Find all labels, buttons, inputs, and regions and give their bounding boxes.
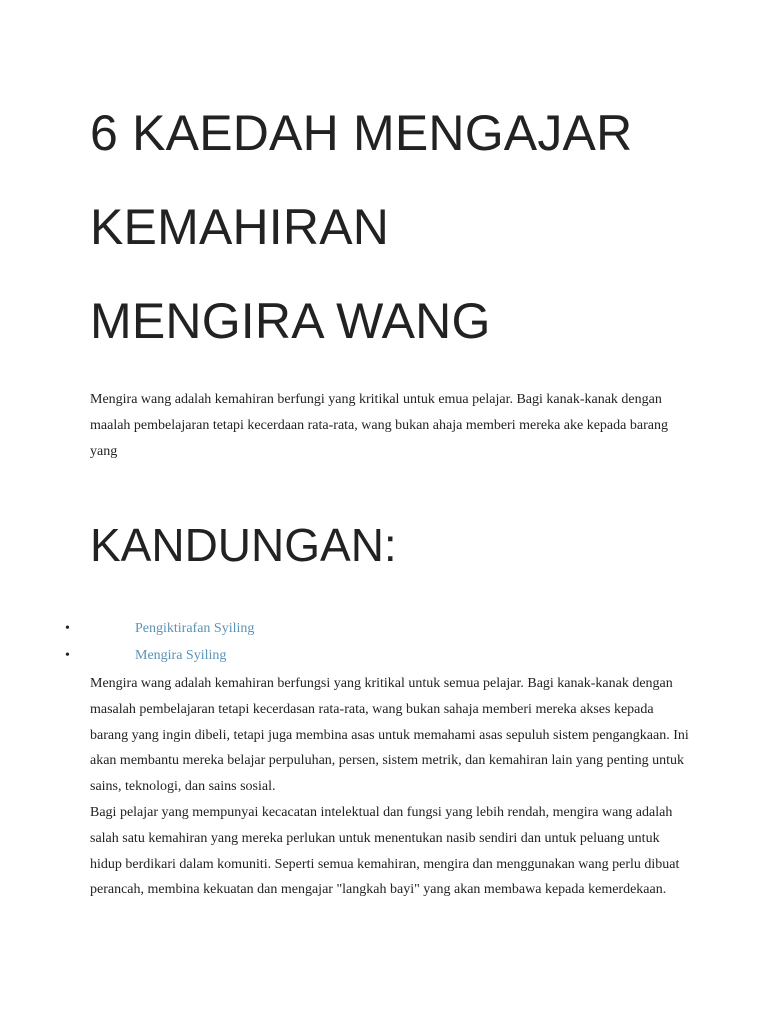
contents-item-counting-coins [65, 642, 690, 669]
body-paragraph-2: Bagi pelajar yang mempunyai kecacatan intelektual dan fungsi yang lebih rendah, mengira wang adalah salah satu kemahiran yang mereka perlukan untuk menentukan nasib sendiri dan untuk peluang untuk hidup berdikari dalam komuniti. Seperti semua kemahiran, mengira dan menggunakan wang perlu dibuat perancah, membina kekuatan dan mengajar "langkah bayi" yang akan membawa kepada kemerdekaan. [90, 804, 680, 898]
contents-heading: KANDUNGAN: [90, 519, 397, 571]
bullet-icon: • [65, 621, 70, 636]
page-title [90, 0, 690, 368]
title-line-1: 6 KAEDAH MENGAJAR [90, 105, 633, 161]
contents-list [65, 615, 690, 669]
contents-link-counting-coins[interactable]: Mengira Syiling [135, 648, 227, 663]
contents-link-coin-recognition[interactable]: Pengiktirafan Syiling [135, 621, 255, 636]
body-paragraph-1: Mengira wang adalah kemahiran berfungsi yang kritikal untuk semua pelajar. Bagi kanak-kanak dengan masalah pembelajaran tetapi kecerdasan rata-rata, wang bukan sahaja memberi mereka akses kepada barang yang ingin dibeli, tetapi juga membina asas untuk memahami asas sepuluh sistem pengangkaan. Ini akan membantu mereka belajar perpuluhan, persen, sistem metrik, dan kemahiran lain yang penting untuk sains, teknologi, dan sains sosial. [90, 676, 689, 795]
intro-paragraph: Mengira wang adalah kemahiran berfungi yang kritikal untuk emua pelajar. Bagi kanak-kanak dengan maalah pembelajaran tetapi kecerdaan rata-rata, wang bukan ahaja memberi mereka ake kepada barang yang [90, 392, 668, 459]
title-line-2: KEMAHIRAN [90, 199, 390, 255]
title-line-3: MENGIRA WANG [90, 293, 491, 349]
contents-item-coin-recognition [65, 615, 690, 642]
document-page [65, 0, 690, 903]
bullet-icon: • [65, 648, 70, 663]
